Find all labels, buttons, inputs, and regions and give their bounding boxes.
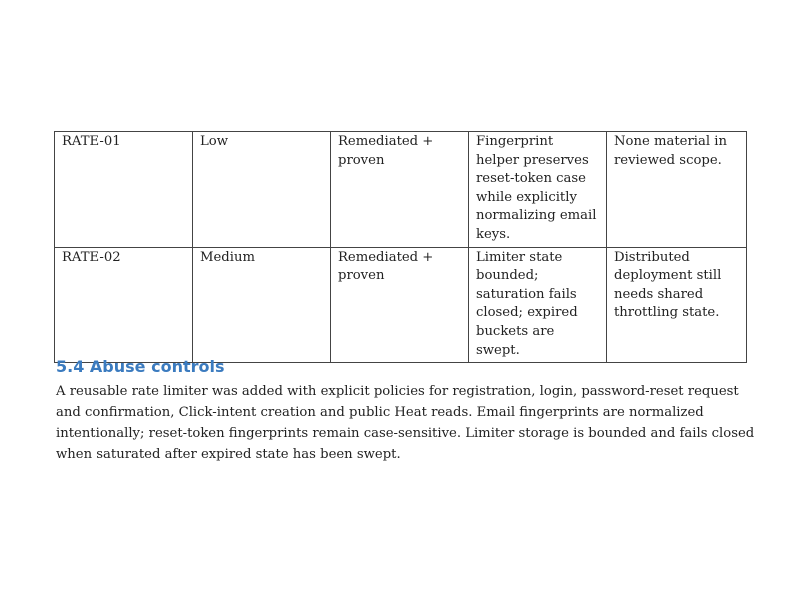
section-heading: 5.4 Abuse controls <box>56 357 225 376</box>
finding-id-cell: RATE-01 <box>55 132 193 248</box>
status-cell: Remediated + proven <box>331 132 469 248</box>
evidence-cell: Fingerprint helper preserves reset-token case while explicitly normalizing email keys. <box>469 132 607 248</box>
residual-risk-cell: Distributed deployment still needs shared throttling state. <box>607 247 747 363</box>
severity-cell: Medium <box>193 247 331 363</box>
residual-risk-cell: None material in reviewed scope. <box>607 132 747 248</box>
table-row <box>55 132 747 248</box>
section-paragraph: A reusable rate limiter was added with explicit policies for registration, login, password-reset request and confirmation, Click-intent creation and public Heat reads. Email fingerprints are normalized intentionally; reset-token fingerprints remain case-sensitive. Limiter storage is bounded and fails closed when saturated after expired state has been swept. <box>56 384 755 462</box>
status-cell: Remediated + proven <box>331 247 469 363</box>
table-row <box>55 247 747 363</box>
finding-id-cell: RATE-02 <box>55 247 193 363</box>
findings-table <box>54 131 747 363</box>
evidence-cell: Limiter state bounded; saturation fails closed; expired buckets are swept. <box>469 247 607 363</box>
severity-cell: Low <box>193 132 331 248</box>
